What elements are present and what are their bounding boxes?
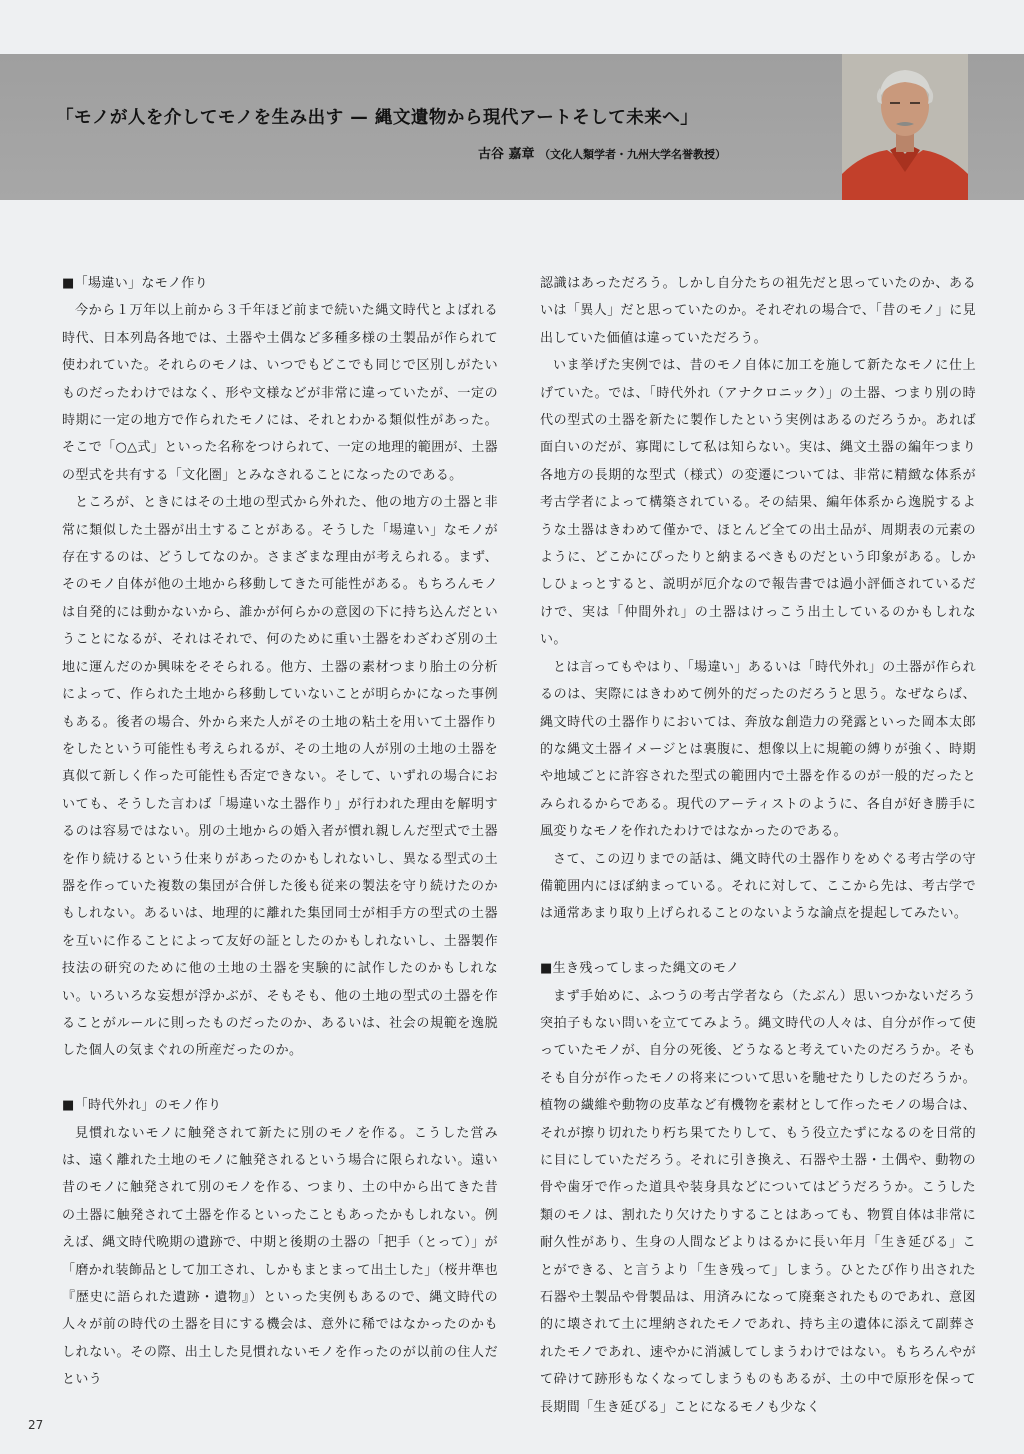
- article-title: 「モノが人を介してモノを生み出す — 縄文遺物から現代アートそして未来へ」: [56, 108, 699, 128]
- author-name: 古谷 嘉章: [478, 147, 535, 162]
- left-column: [62, 270, 498, 1394]
- paragraph: さて、この辺りまでの話は、縄文時代の土器作りをめぐる考古学の守備範囲内にほぼ納まっている。それに対して、ここから先は、考古学では通常あまり取り上げられることのないような論点を提起してみたい。: [540, 851, 976, 922]
- portrait-illustration: [842, 54, 968, 200]
- paragraph: ところが、ときにはその土地の型式から外れた、他の地方の土器と非常に類似した土器が出土することがある。そうした「場違い」なモノが存在するのは、どうしてなのか。さまざまな理由が考えられる。まず、そのモノ自体が他の土地から移動してきた可能性がある。もちろんモノは自発的には動かないから、誰かが何らかの意図の下に持ち込んだということになるが、それはそれで、何のために重い土器をわざわざ別の土地に運んだのか興味をそそられる。他方、土器の素材つまり胎土の分析によって、作られた土地から移動していないことが明らかになった事例もある。後者の場合、外から来た人がその土地の粘土を用いて土器作りをしたという可能性も考えられるが、その土地の人が別の土地の土器を真似て新しく作った可能性も否定できない。そして、いずれの場合においても、そうした言わば「場違いな土器作り」が行われた理由を解明するのは容易ではない。別の土地からの婚入者が慣れ親しんだ型式で土器を作り続けるという仕来りがあったのかもしれないし、異なる型式の土器を作っていた複数の集団が合併した後も従来の製法を守り続けたのかもしれない。あるいは、地理的に離れた集団同士が相手方の型式の土器を互いに作ることによって友好の証としたのかもしれないし、土器製作技法の研究のために他の土地の土器を実験的に試作したのかもしれない。いろいろな妄想が浮かぶが、そもそも、他の土地の型式の土器を作ることがルールに則ったものだったのか、あるいは、社会の規範を逸脱した個人の気まぐれの所産だったのか。: [62, 495, 498, 1059]
- paragraph: まず手始めに、ふつうの考古学者なら（たぶん）思いつかないだろう突拍子もない問いを立ててみよう。縄文時代の人々は、自分が作って使っていたモノが、自分の死後、どうなると考えていたのだろうか。そもそも自分が作ったモノの将来について思いを馳せたりしたのだろうか。植物の繊維や動物の皮革など有機物を素材として作ったモノの場合は、それが擦り切れたり朽ち果てたりして、もう役立たずになるのを日常的に目にしていただろう。それに引き換え、石器や土器・土偶や、動物の骨や歯牙で作った道具や装身具などについてはどうだろうか。こうした類のモノは、割れたり欠けたりすることはあっても、物質自体は非常に耐久性があり、生身の人間などよりはるかに長い年月「生き延びる」ことができる、と言うより「生き残って」しまう。ひとたび作り出された石器や土製品や骨製品は、用済みになって廃棄されたものであれ、意図的に壊されて土に埋納されたモノであれ、持ち主の遺体に添えて副葬されたモノであれ、速やかに消滅してしまうわけではない。もちろんやがて砕けて跡形もなくなってしまうものもあるが、土の中で原形を保って長期間「生き延びる」ことになるモノも少なく: [540, 988, 976, 1415]
- paragraph: とは言ってもやはり、「場違い」あるいは「時代外れ」の土器が作られるのは、実際にはきわめて例外的だったのだろうと思う。なぜならば、縄文時代の土器作りにおいては、奔放な創造力の発露といった岡本太郎的な縄文土器イメージとは裏腹に、想像以上に規範の縛りが強く、時期や地域ごとに許容された型式の範囲内で土器を作るのが一般的だったとみられるからである。現代のアーティストのように、各自が好き勝手に風変りなモノを作れたわけではなかったのである。: [540, 659, 976, 840]
- author-affiliation: （文化人類学者・九州大学名誉教授）: [539, 148, 727, 161]
- paragraph: いま挙げた実例では、昔のモノ自体に加工を施して新たなモノに仕上げていた。では、「時代外れ（アナクロニック）」の土器、つまり別の時代の型式の土器を新たに製作したという実例はあるのだろうか。あれば面白いのだが、寡聞にして私は知らない。実は、縄文土器の編年つまり各地方の長期的な型式（様式）の変遷については、非常に精緻な体系が考古学者によって構築されている。その結果、編年体系から逸脱するような土器はきわめて僅かで、ほとんど全ての出土品が、周期表の元素のように、どこかにぴったりと納まるべきものだという印象がある。しかしひょっとすると、説明が厄介なので報告書では過小評価されているだけで、実は「仲間外れ」の土器はけっこう出土しているのかもしれない。: [540, 358, 976, 648]
- section-heading: ■「場違い」なモノ作り: [62, 276, 209, 291]
- section-heading: ■生き残ってしまった縄文のモノ: [540, 961, 740, 977]
- right-column: [540, 270, 976, 1421]
- page-number: 27: [28, 1418, 44, 1432]
- paragraph: 見慣れないモノに触発されて新たに別のモノを作る。こうした営みは、遠く離れた土地のモノに触発されるという場合に限られない。遠い昔のモノに触発されて別のモノを作る、つまり、土の中から出てきた昔の土器に触発されて土器を作るといったこともあったかもしれない。例えば、縄文時代晩期の遺跡で、中期と後期の土器の「把手（とって）」が「磨かれ装飾品として加工され、しかもまとまって出土した」（桜井準也『歴史に語られた遺跡・遺物』）といった実例もあるので、縄文時代の人々が前の時代の土器を目にする機会は、意外に稀ではなかったのかもしれない。その際、出土した見慣れないモノを作ったのが以前の住人だという: [62, 1125, 498, 1388]
- author-portrait: [842, 54, 968, 200]
- paragraph: 今から１万年以上前から３千年ほど前まで続いた縄文時代とよばれる時代、日本列島各地では、土器や土偶など多種多様の土製品が作られて使われていた。それらのモノは、いつでもどこでも同じで区別しがたいものだったわけではなく、形や文様などが非常に違っていたが、一定の時期に一定の地方で作られたモノには、それとわかる類似性があった。そこで「○△式」といった名称をつけられて、一定の地理的範囲が、土器の型式を共有する「文化圏」とみなされることになったのである。: [62, 303, 498, 483]
- paragraph: 認識はあっただろう。しかし自分たちの祖先だと思っていたのか、あるいは「異人」だと思っていたのか。それぞれの場合で、「昔のモノ」に見出していた価値は違っていただろう。: [540, 276, 976, 346]
- section-heading: ■「時代外れ」のモノ作り: [62, 1098, 222, 1114]
- author-line: [478, 143, 808, 162]
